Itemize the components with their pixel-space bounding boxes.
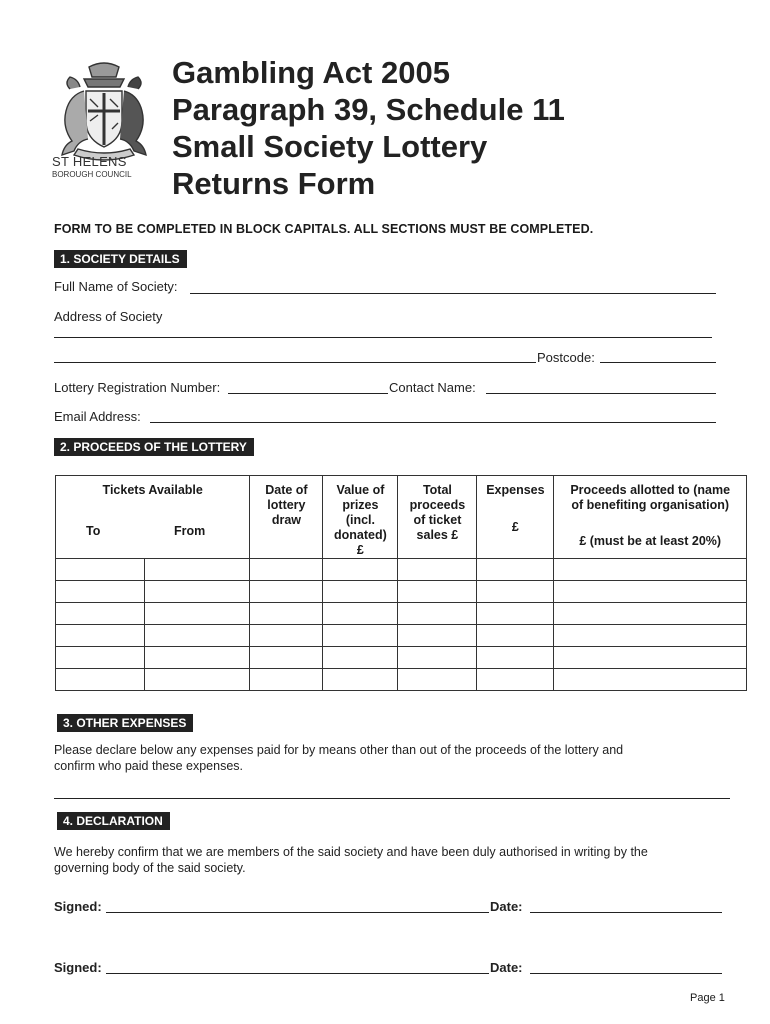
header-proceeds-allotted: [554, 476, 747, 559]
header-total-line: proceeds: [409, 498, 466, 512]
signed-label-1: Signed:: [54, 899, 102, 914]
cell-total[interactable]: [398, 559, 477, 581]
header-value-of-prizes: [323, 476, 398, 559]
cell-date[interactable]: [250, 603, 323, 625]
other-expenses-line: Please declare below any expenses paid for by means other than out of the proceeds of the lottery and: [54, 743, 624, 757]
declaration-line: We hereby confirm that we are members of the said society and have been duly authorised in writing by the: [54, 845, 648, 859]
cell-value[interactable]: [323, 603, 398, 625]
date-label-2: Date:: [490, 960, 523, 975]
section-heading-other-expenses: 3. OTHER EXPENSES: [57, 714, 193, 732]
header-allotted-line: of benefiting organisation): [571, 498, 730, 512]
cell-total[interactable]: [398, 603, 477, 625]
header-allotted-line: Proceeds allotted to (name: [570, 483, 731, 497]
header-tickets-available: [56, 476, 250, 559]
header-to-label: To: [86, 524, 101, 538]
header-date-line: lottery: [267, 498, 306, 512]
address-label: Address of Society: [54, 309, 163, 324]
section-heading-declaration: 4. DECLARATION: [57, 812, 170, 830]
declaration-text: [54, 844, 648, 876]
contact-name-field[interactable]: [486, 393, 716, 394]
cell-expenses[interactable]: [477, 603, 554, 625]
cell-to[interactable]: [56, 581, 145, 603]
cell-from[interactable]: [145, 647, 250, 669]
cell-expenses[interactable]: [477, 669, 554, 691]
header-total-line: Total: [422, 483, 452, 497]
header-tickets-label: Tickets Available: [102, 483, 203, 497]
cell-date[interactable]: [250, 559, 323, 581]
cell-from[interactable]: [145, 581, 250, 603]
postcode-label: Postcode:: [537, 350, 595, 365]
cell-from[interactable]: [145, 603, 250, 625]
form-title: [172, 54, 565, 202]
signed-label-2: Signed:: [54, 960, 102, 975]
title-line: Returns Form: [172, 166, 376, 201]
section-heading-society-details: 1. SOCIETY DETAILS: [54, 250, 187, 268]
cell-value[interactable]: [323, 581, 398, 603]
cell-to[interactable]: [56, 559, 145, 581]
other-expenses-line: confirm who paid these expenses.: [54, 759, 243, 773]
cell-allotted[interactable]: [554, 625, 747, 647]
signature-field-1[interactable]: [106, 912, 489, 913]
title-line: Small Society Lottery: [172, 129, 488, 164]
cell-to[interactable]: [56, 603, 145, 625]
cell-date[interactable]: [250, 581, 323, 603]
cell-expenses[interactable]: [477, 559, 554, 581]
cell-value[interactable]: [323, 647, 398, 669]
header-value-line: donated): [334, 528, 387, 542]
postcode-field[interactable]: [600, 362, 716, 363]
table-row: [56, 647, 747, 669]
table-row: [56, 559, 747, 581]
signature-field-2[interactable]: [106, 973, 489, 974]
header-date-line: draw: [271, 513, 301, 527]
header-value-line: (incl.: [345, 513, 375, 527]
header-from-label: From: [174, 524, 206, 538]
table-row: [56, 603, 747, 625]
cell-total[interactable]: [398, 669, 477, 691]
date-label-1: Date:: [490, 899, 523, 914]
address-line-2-field[interactable]: [54, 362, 536, 363]
header-date-of-draw: [250, 476, 323, 559]
email-field[interactable]: [150, 422, 716, 423]
header-value-line: prizes: [342, 498, 379, 512]
section-heading-proceeds: 2. PROCEEDS OF THE LOTTERY: [54, 438, 254, 456]
contact-name-label: Contact Name:: [389, 380, 476, 395]
cell-value[interactable]: [323, 559, 398, 581]
header-expenses-label: Expenses: [486, 483, 545, 497]
table-row: [56, 669, 747, 691]
title-line: Paragraph 39, Schedule 11: [172, 92, 565, 127]
header-total-line: of ticket: [413, 513, 462, 527]
date-field-2[interactable]: [530, 973, 722, 974]
table-row: [56, 625, 747, 647]
logo-org-subname: BOROUGH COUNCIL: [52, 170, 132, 179]
table-row: [56, 581, 747, 603]
lottery-registration-label: Lottery Registration Number:: [54, 380, 221, 395]
cell-date[interactable]: [250, 669, 323, 691]
page-number: Page 1: [690, 992, 725, 1004]
header-expenses: [477, 476, 554, 559]
proceeds-table: [55, 475, 747, 691]
cell-value[interactable]: [323, 669, 398, 691]
cell-from[interactable]: [145, 669, 250, 691]
cell-expenses[interactable]: [477, 625, 554, 647]
cell-value[interactable]: [323, 625, 398, 647]
header-total-proceeds: [398, 476, 477, 559]
cell-allotted[interactable]: [554, 559, 747, 581]
cell-date[interactable]: [250, 625, 323, 647]
table-header-row: [56, 476, 747, 559]
cell-from[interactable]: [145, 625, 250, 647]
cell-to[interactable]: [56, 647, 145, 669]
cell-expenses[interactable]: [477, 647, 554, 669]
title-line: Gambling Act 2005: [172, 55, 450, 90]
cell-from[interactable]: [145, 559, 250, 581]
cell-total[interactable]: [398, 647, 477, 669]
cell-allotted[interactable]: [554, 669, 747, 691]
header-value-line: £: [356, 543, 364, 557]
header-date-line: Date of: [265, 483, 308, 497]
header-expenses-unit: £: [511, 520, 519, 534]
declaration-line: governing body of the said society.: [54, 861, 246, 875]
header-value-line: Value of: [336, 483, 385, 497]
full-name-field[interactable]: [190, 293, 716, 294]
other-expenses-text: [54, 742, 623, 774]
cell-total[interactable]: [398, 581, 477, 603]
logo-org-name: ST HELENS: [52, 154, 127, 169]
full-name-label: Full Name of Society:: [54, 279, 178, 294]
other-expenses-field[interactable]: [54, 798, 730, 799]
header-total-line: sales £: [416, 528, 459, 542]
date-field-1[interactable]: [530, 912, 722, 913]
address-line-1-field[interactable]: [54, 337, 712, 338]
form-instruction: FORM TO BE COMPLETED IN BLOCK CAPITALS. ALL SECTIONS MUST BE COMPLETED.: [54, 222, 594, 236]
cell-date[interactable]: [250, 647, 323, 669]
cell-expenses[interactable]: [477, 581, 554, 603]
lottery-registration-field[interactable]: [228, 393, 388, 394]
cell-allotted[interactable]: [554, 581, 747, 603]
email-label: Email Address:: [54, 409, 141, 424]
cell-total[interactable]: [398, 625, 477, 647]
header-allotted-note: £ (must be at least 20%): [579, 534, 722, 548]
cell-to[interactable]: [56, 669, 145, 691]
cell-allotted[interactable]: [554, 647, 747, 669]
cell-allotted[interactable]: [554, 603, 747, 625]
cell-to[interactable]: [56, 625, 145, 647]
